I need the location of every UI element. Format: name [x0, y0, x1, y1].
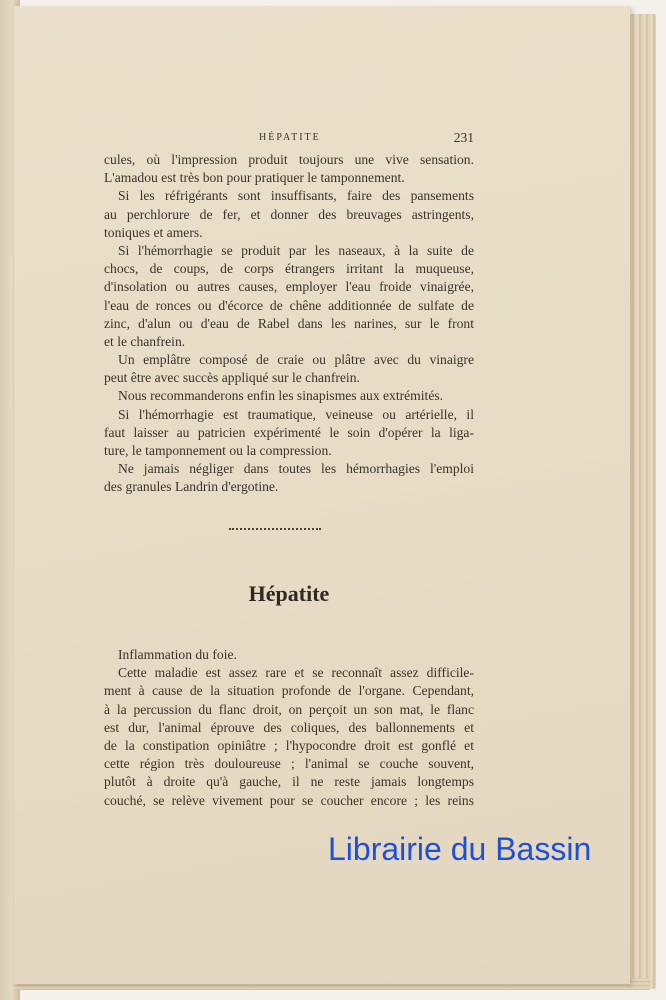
text-line: est dur, l'animal éprouve des coliques, des ballonnements et	[104, 719, 474, 735]
body-text-part1	[104, 151, 474, 497]
running-head	[104, 132, 474, 148]
text-line: ture, le tamponnement ou la compression.	[104, 443, 332, 458]
text-line: l'eau de ronces ou d'écorce de chêne additionnée de sulfate de	[104, 297, 474, 313]
text-line: Si l'hémorrhagie se produit par les naseaux, à la suite de	[118, 242, 474, 258]
text-line: Nous recommanderons enfin les sinapismes aux extrémités.	[118, 388, 444, 404]
text-line: d'insolation ou autres causes, employer l'eau froide vinaigrée,	[104, 279, 474, 295]
text-line: toniques et amers.	[104, 224, 203, 240]
text-line: des granules Landrin d'ergotine.	[104, 479, 279, 495]
text-line: peut être avec succès appliqué sur le chanfrein.	[104, 370, 360, 386]
text-line: Si les réfrigérants sont insuffisants, faire des pansements	[118, 188, 474, 204]
text-line: à la percussion du flanc droit, on perçoit un son mat, le flanc	[104, 701, 474, 717]
text-line: couché, se relève vivement pour se coucher encore ; les reins	[104, 792, 474, 808]
text-line: L'amadou est très bon pour pratiquer le tamponnement.	[104, 170, 405, 186]
page-number: 231	[453, 130, 474, 145]
section-title: Hépatite	[248, 581, 330, 606]
text-line: chocs, de coups, de corps étrangers irritant la muqueuse,	[104, 261, 474, 277]
text-line: de la constipation opiniâtre ; l'hypocondre droit est gonflé et	[104, 737, 474, 753]
body-text-part2	[104, 646, 474, 810]
text-line: Si l'hémorrhagie est traumatique, veineuse ou artérielle, il	[118, 406, 474, 422]
watermark-text: Librairie du Bassin	[328, 831, 592, 867]
text-line: cules, où l'impression produit toujours une vive sensation.	[104, 152, 474, 167]
text-line: zinc, d'alun ou d'eau de Rabel dans les narines, sur le front	[104, 315, 474, 331]
text-line: Un emplâtre composé de craie ou plâtre avec du vinaigre	[118, 352, 474, 368]
text-line: plutôt à droite qu'à gauche, il ne reste jamais longtemps	[104, 774, 474, 790]
running-title: HÉPATITE	[259, 132, 321, 143]
text-line: Ne jamais négliger dans toutes les hémorrhagies l'emploi	[118, 461, 474, 477]
text-line: Inflammation du foie.	[118, 647, 237, 662]
text-line: au perchlorure de fer, et donner des breuvages astringents,	[104, 206, 474, 222]
text-line: cette région très douloureuse ; l'animal se couche souvent,	[104, 756, 474, 772]
text-line: ment à cause de la situation profonde de l'organe. Cependant,	[104, 683, 474, 699]
text-line: Cette maladie est assez rare et se reconnaît assez difficile-	[118, 665, 474, 681]
text-line: et le chanfrein.	[104, 333, 186, 349]
section-separator	[229, 528, 321, 534]
text-line: faut laisser au patricien expérimenté le soin d'opérer la liga-	[104, 424, 474, 440]
